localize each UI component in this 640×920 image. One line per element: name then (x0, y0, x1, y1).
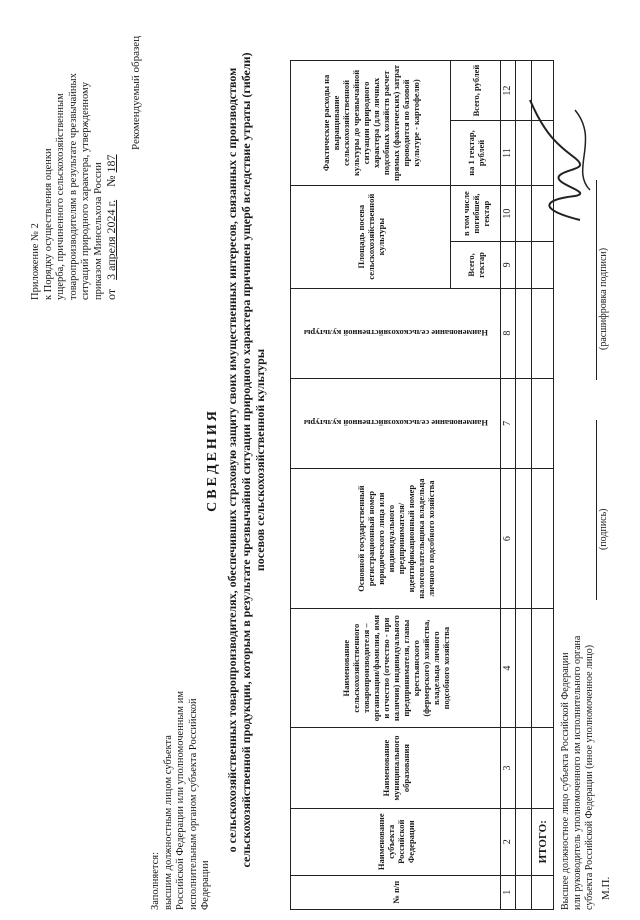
col-number: 11 (501, 121, 516, 186)
header-costs: Фактические расходы на выращивание сельскохозяйственной культуры до чрезвычайной ситуации природного характера (для личных подсобных хозяйств расчет прямых (фактических) затрат проводится по базовой культуре - картофелю) (291, 61, 451, 186)
col-number: 6 (501, 469, 516, 609)
table-cell (532, 609, 554, 728)
date-value: 3 апреля 2024 г. (104, 199, 118, 280)
table-cell (532, 469, 554, 609)
annex-line: ущерба, причиненного сельскохозяйственным (55, 93, 66, 300)
header-area: Площадь посева сельскохозяйственной культуры (291, 185, 451, 288)
filled-by-line: исполнительным органом субъекта Российской Федерации (187, 698, 211, 910)
signatory-block (560, 610, 596, 910)
header-crop-2: Наименование сельскохозяйственной культуры (291, 288, 501, 378)
total-label: ИТОГО: (532, 808, 554, 875)
table-cell (532, 875, 554, 909)
signatory-line: Высшее должностное лицо субъекта Российской Федерации (560, 652, 571, 910)
col-number: 4 (501, 609, 516, 728)
header-cost-total: Всего, рублей (451, 61, 501, 121)
document-title: СВЕДЕНИЯ (205, 408, 220, 512)
table-cell (532, 728, 554, 809)
signatory-line: субъекта Российской Федерации (иное уполномоченное лицо) (584, 644, 595, 910)
filled-by-line: Российской Федерации или уполномоченным им (175, 691, 186, 910)
table-cell (532, 378, 554, 468)
table-cell (516, 378, 532, 468)
recommended-sample-label: Рекомендуемый образец (130, 35, 142, 150)
signatory-line: или руководитель уполномоченного им исполнительного органа (572, 635, 583, 910)
header-municipality: Наименование муниципального образования (291, 728, 501, 809)
number-value: 187 (104, 154, 118, 173)
signature-caption: (подпись) (598, 508, 609, 550)
filled-by-line: высшим должностным лицом субъекта (162, 735, 174, 910)
signature-decode-caption: (расшифровка подписи) (598, 247, 609, 350)
table-cell (516, 469, 532, 609)
table-cell (516, 288, 532, 378)
filled-by-block (150, 650, 213, 910)
annex-line: ситуаций природного характера, утвержденному (80, 82, 91, 300)
annex-line: Приложение № 2 (30, 223, 41, 300)
col-number: 8 (501, 288, 516, 378)
table-cell (532, 242, 554, 288)
table-cell (516, 609, 532, 728)
col-number: 2 (501, 808, 516, 875)
table-cell (516, 242, 532, 288)
signature-line (582, 420, 597, 600)
annex-date (105, 10, 118, 300)
header-cost-per-ha: на 1 гектар, рублей (451, 121, 501, 186)
document-subtitle: о сельскохозяйственных товаропроизводителях, обеспечивших страховую защиту своих имущественных интересов, связанных с производством сельскохозяйственной продукции, которым в результате чрезвычайной ситуации природного характера причинен ущерб вследствие утраты (гибели) посевов сельскохозяйственной культуры (225, 52, 267, 868)
header-region: Наименование субъекта Российской Федерации (291, 808, 501, 875)
table-cell (516, 808, 532, 875)
col-number: 10 (501, 185, 516, 241)
col-number: 9 (501, 242, 516, 288)
header-producer: Наименование сельскохозяйственного товаропроизводителя – организации/фамилия, имя и отчество (отчество - при наличии) индивидуального предпринимателя, главы крестьянского (фермерского) хозяйства, владельца личного подсобного хозяйства (291, 609, 501, 728)
annex-line: приказом Минсельхоза России (92, 162, 104, 300)
col-number: 1 (501, 875, 516, 909)
annex-header (30, 10, 118, 300)
column-number-row (501, 61, 516, 910)
header-crop-1: Наименование сельскохозяйственной культуры (291, 378, 501, 468)
header-area-lost: в том числе погибшей, гектар (451, 185, 501, 241)
table-cell (516, 875, 532, 909)
table-header-row (291, 61, 451, 910)
header-ogrn: Основной государственный регистрационный номер юридического лица или индивидуального предпринимателя/ идентификационный номер налогоплательщика владельца личного подсобного хозяйства (291, 469, 501, 609)
table-cell (532, 288, 554, 378)
number-prefix: № (104, 175, 118, 187)
annex-line: товаропроизводителям в результате чрезвычайных (67, 73, 79, 300)
date-prefix: от (104, 288, 118, 300)
stamp-place-label: М.П. (600, 876, 612, 900)
filled-by-line: Заполняется: (150, 852, 161, 910)
col-number: 3 (501, 728, 516, 809)
col-number: 12 (501, 61, 516, 121)
table-cell (516, 728, 532, 809)
handwritten-signature (520, 90, 610, 230)
annex-line: к Порядку осуществления оценки (42, 148, 54, 300)
col-number: 7 (501, 378, 516, 468)
header-area-total: Всего, гектар (451, 242, 501, 288)
data-table (290, 60, 554, 910)
header-number: № п/п (291, 875, 501, 909)
